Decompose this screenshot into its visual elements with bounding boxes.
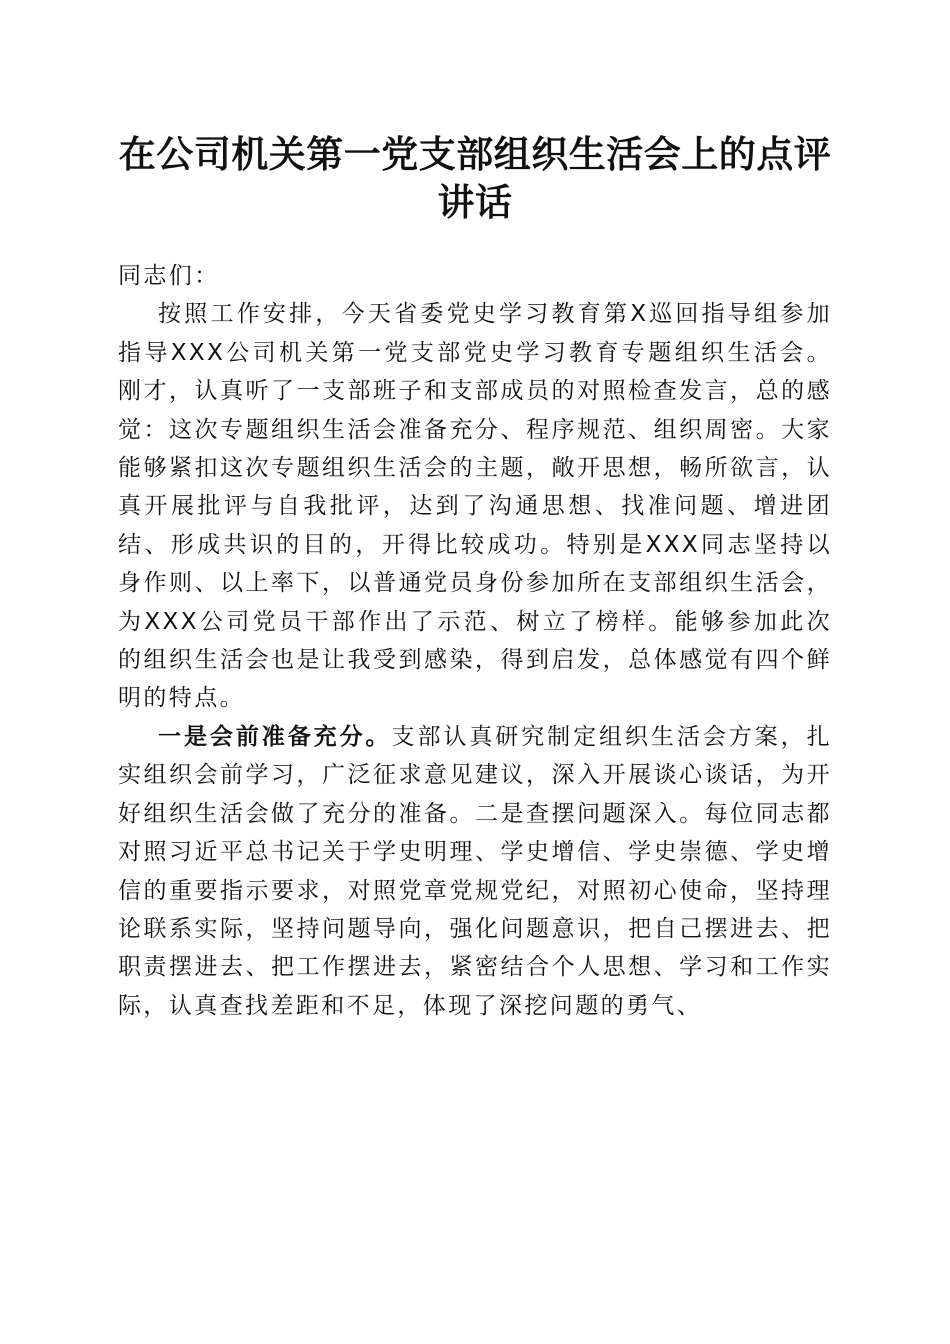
document-body xyxy=(118,257,832,1025)
salutation: 同志们： xyxy=(118,263,220,289)
paragraph-2-lead: 一是会前准备充分。 xyxy=(158,723,392,750)
paragraph-1: 按照工作安排，今天省委党史学习教育第X巡回指导组参加指导XXX公司机关第一党支部党史学习教育专题组织生活会。刚才，认真听了一支部班子和支部成员的对照检查发言，总的感觉：这次专题组织生活会准备充分、程序规范、组织周密。大家能够紧扣这次专题组织生活会的主题，敞开思想，畅所欲言，认真开展批评与自我批评，达到了沟通思想、找准问题、增进团结、形成共识的目的，开得比较成功。特别是XXX同志坚持以身作则、以上率下，以普通党员身份参加所在支部组织生活会，为XXX公司党员干部作出了示范、树立了榜样。能够参加此次的组织生活会也是让我受到感染，得到启发，总体感觉有四个鲜明的特点。 xyxy=(118,301,832,712)
paragraph-2 xyxy=(118,718,832,1025)
document-title: 在公司机关第一党支部组织生活会上的点评讲话 xyxy=(118,132,832,224)
paragraph-2-text: 支部认真研究制定组织生活会方案，扎实组织会前学习，广泛征求意见建议，深入开展谈心谈话，为开好组织生活会做了充分的准备。二是查摆问题深入。每位同志都对照习近平总书记关于学史明理、学史增信、学史崇德、学史增信的重要指示要求，对照党章党规党纪，对照初心使命，坚持理论联系实际，坚持问题导向，强化问题意识，把自己摆进去、把职责摆进去、把工作摆进去，紧密结合个人思想、学习和工作实际，认真查找差距和不足，体现了深挖问题的勇气、 xyxy=(118,723,832,1019)
